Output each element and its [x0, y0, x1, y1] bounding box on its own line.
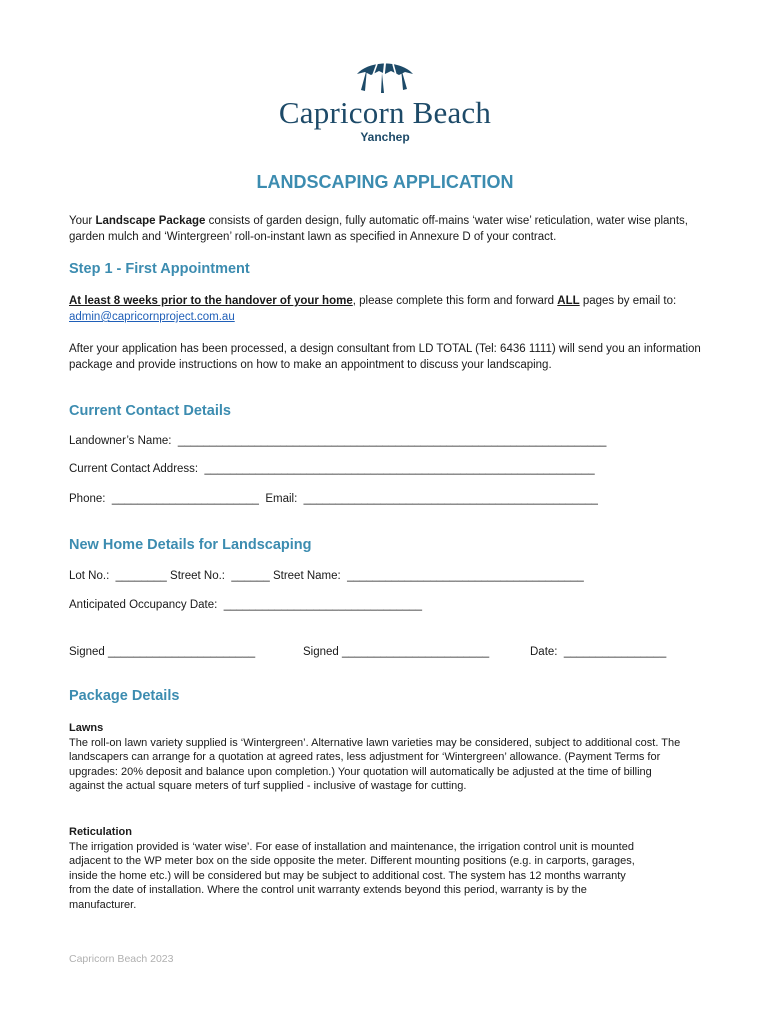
lot-street-field[interactable]: Lot No.: ________ Street No.: ______ Street Name: _____________________________________: [69, 570, 584, 582]
email-link[interactable]: admin@capricornproject.com.au: [69, 311, 235, 323]
processing-paragraph: After your application has been processed, a design consultant from LD TOTAL (Tel: 6436 1111) will send you an information package and provide instructions on how to make an appointment to discuss your landscaping.: [69, 343, 701, 371]
landowner-name-field[interactable]: Landowner’s Name: ___________________________________________________________________: [69, 435, 607, 447]
phone-email-field[interactable]: Phone: _______________________ Email: ______________________________________________: [69, 493, 598, 505]
date-field[interactable]: Date: ________________: [530, 646, 667, 658]
step1-paragraph: At least 8 weeks prior to the handover of your home, please complete this form and forward ALL pages by email to: admin@capricornproject.com.au: [69, 295, 677, 323]
page-title: LANDSCAPING APPLICATION: [256, 172, 514, 192]
signature-field-1[interactable]: Signed _______________________: [69, 646, 256, 658]
lawns-section: [69, 721, 689, 794]
brand-logo: [0, 60, 770, 144]
signature-field-2[interactable]: Signed _______________________: [303, 646, 490, 658]
occupancy-date-field[interactable]: Anticipated Occupancy Date: _______________________________: [69, 599, 422, 611]
package-heading: Package Details: [69, 688, 180, 704]
contact-heading: Current Contact Details: [69, 403, 231, 419]
footer-text: Capricorn Beach 2023: [69, 953, 174, 965]
step1-heading: Step 1 - First Appointment: [69, 261, 250, 277]
brand-subtitle: Yanchep: [360, 130, 410, 144]
umbrella-logo-icon: [355, 60, 415, 94]
home-heading: New Home Details for Landscaping: [69, 537, 312, 553]
lawns-text: The roll-on lawn variety supplied is ‘Wintergreen’. Alternative lawn varieties may be considered, subject to additional cost. The landscapers can arrange for a quotation at agreed rates, less adjustment for ‘Wintergreen’ allowance. (Payment Terms for upgrades: 20% deposit and balance upon completion.) Your quotation will automatically be adjusted at the time of billing against the actual square meters of turf supplied - inclusive of wastage for cutting.: [69, 736, 681, 792]
reticulation-section: [69, 825, 649, 912]
contact-address-field[interactable]: Current Contact Address: _____________________________________________________________: [69, 463, 595, 475]
intro-paragraph: Your Landscape Package consists of garden design, fully automatic off-mains ‘water wise’ reticulation, water wise plants, garden mulch and ‘Wintergreen’ roll-on-instant lawn as specified in Annexure D of your contract.: [69, 215, 688, 243]
brand-name: Capricorn Beach: [278, 95, 492, 130]
lawns-title: Lawns: [69, 722, 104, 734]
reticulation-title: Reticulation: [69, 826, 132, 838]
reticulation-text: The irrigation provided is ‘water wise’. For ease of installation and maintenance, the irrigation control unit is mounted adjacent to the WP meter box on the side opposite the meter. Different mounting positions (e.g. in carports, garages, inside the home etc.) will be considered but may be subject to additional cost. The system has 12 months warranty from the date of installation. Where the control unit warranty extends beyond this period, warranty is by the manufacturer.: [69, 840, 635, 911]
